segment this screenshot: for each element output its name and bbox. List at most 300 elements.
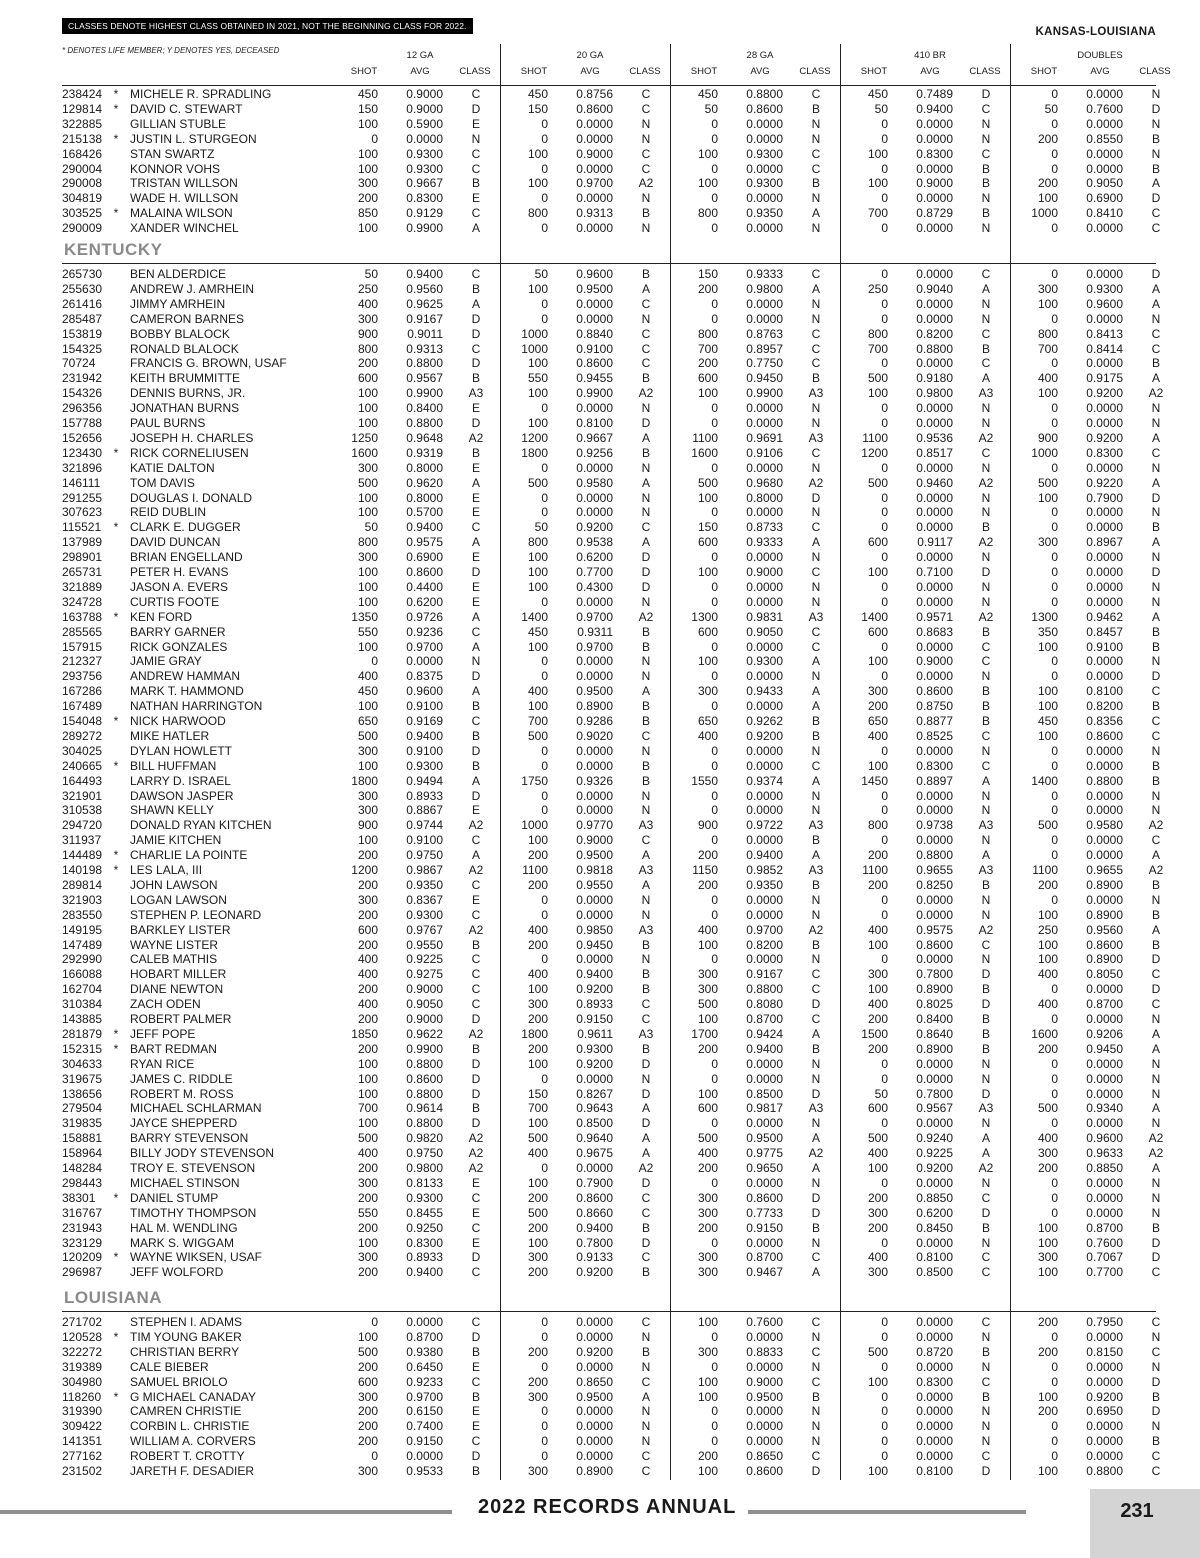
shot-count: 100 (357, 386, 378, 401)
shot-count: 1200 (351, 863, 378, 877)
class-rating: C (471, 997, 481, 1012)
class-rating: C (471, 624, 481, 639)
shot-count: 50 (364, 267, 378, 281)
shot-count: 100 (867, 1464, 888, 1478)
class-rating: A (1151, 848, 1160, 863)
shot-count: 1400 (861, 609, 888, 624)
member-id: 321901 (62, 788, 103, 803)
shot-count: 0 (881, 803, 888, 818)
shot-count: 300 (357, 892, 378, 907)
average: 0.9262 (746, 714, 783, 728)
average: 0.0000 (746, 1056, 783, 1071)
shooter-name: JOHN LAWSON (130, 877, 218, 892)
shot-count: 100 (697, 1374, 718, 1389)
member-id: 137989 (62, 535, 103, 550)
shot-count: 0 (1051, 416, 1058, 430)
class-rating: N (1151, 311, 1161, 326)
average: 0.0000 (916, 952, 953, 967)
shot-count: 300 (697, 1190, 718, 1205)
shot-count: 850 (357, 206, 378, 221)
class-rating: A (1151, 371, 1160, 386)
shot-count: 150 (697, 267, 718, 281)
class-rating: C (981, 267, 991, 281)
shooter-name: CORBIN L. CHRISTIE (130, 1419, 250, 1434)
average: 0.8300 (406, 1235, 443, 1250)
class-rating: D (811, 997, 821, 1012)
shot-count: 200 (527, 848, 548, 863)
class-rating: C (641, 296, 651, 311)
average: 0.0000 (746, 892, 783, 907)
shot-count: 600 (697, 1101, 718, 1116)
class-rating: A2 (468, 1146, 484, 1161)
average: 0.0000 (916, 788, 953, 803)
class-rating: B (641, 1220, 650, 1235)
shooter-name: FRANCIS G. BROWN, USAF (130, 356, 287, 371)
average: 0.0000 (916, 1404, 953, 1419)
average: 0.0000 (406, 654, 443, 669)
shot-count: 0 (1051, 1175, 1058, 1190)
class-rating: C (471, 520, 481, 535)
member-id: 298901 (62, 550, 103, 565)
shooter-name: CHARLIE LA POINTE (130, 848, 248, 863)
shot-count: 450 (1037, 714, 1058, 728)
shot-count: 650 (697, 714, 718, 728)
class-rating: C (1151, 221, 1161, 236)
class-rating: C (471, 1434, 481, 1449)
subheader-avg: AVG (580, 66, 600, 77)
shot-count: 300 (697, 967, 718, 982)
average: 0.8957 (746, 341, 783, 356)
average: 0.8267 (576, 1086, 613, 1101)
shot-count: 0 (711, 505, 718, 520)
table-row (62, 1220, 1160, 1236)
average: 0.0000 (1086, 520, 1123, 535)
average: 0.9500 (746, 1131, 783, 1146)
average: 0.0000 (1086, 1012, 1123, 1026)
class-rating: C (471, 967, 481, 982)
average: 0.0000 (1086, 1419, 1123, 1434)
class-rating: N (1151, 654, 1161, 669)
shot-count: 0 (881, 131, 888, 146)
average: 0.9200 (1086, 1389, 1123, 1404)
member-id: 146111 (62, 475, 101, 490)
average: 0.8300 (916, 758, 953, 773)
class-rating: A3 (978, 1101, 994, 1116)
class-rating: C (1151, 1315, 1161, 1329)
shot-count: 100 (697, 386, 718, 401)
class-rating: C (811, 1374, 821, 1389)
average: 0.9500 (576, 1389, 613, 1404)
average: 0.0000 (576, 952, 613, 967)
average: 0.9533 (406, 1464, 443, 1478)
shooter-name: JEFF WOLFORD (130, 1265, 224, 1280)
shot-count: 100 (697, 176, 718, 191)
class-rating: C (641, 87, 651, 101)
class-rating: B (1151, 907, 1160, 922)
average: 0.0000 (1086, 311, 1123, 326)
class-rating: N (811, 1116, 821, 1131)
shot-count: 0 (711, 116, 718, 131)
average: 0.9536 (916, 430, 953, 445)
shot-count: 400 (1037, 1131, 1058, 1146)
average: 0.0000 (576, 191, 613, 206)
average: 0.9538 (576, 535, 613, 550)
shot-count: 100 (357, 1235, 378, 1250)
shot-count: 300 (527, 1250, 548, 1265)
class-rating: C (471, 1374, 481, 1389)
class-rating: D (641, 1056, 651, 1071)
table-row (62, 1071, 1161, 1087)
average: 0.0000 (916, 1434, 953, 1449)
table-row (62, 386, 1164, 401)
class-rating: N (641, 401, 651, 416)
member-id: 166088 (62, 967, 103, 982)
shot-count: 100 (357, 639, 378, 654)
class-rating: B (811, 728, 820, 743)
average: 0.9567 (916, 1101, 953, 1116)
average: 0.9655 (916, 863, 953, 877)
class-rating: D (471, 1449, 481, 1464)
average: 0.9300 (746, 654, 783, 669)
average: 0.0000 (916, 401, 953, 416)
life-member-mark: * (113, 1389, 119, 1404)
class-rating: A (811, 1265, 820, 1280)
class-rating: A (811, 699, 820, 714)
shooter-name: XANDER WINCHEL (130, 221, 239, 236)
average: 0.8500 (576, 1116, 613, 1131)
average: 0.0000 (576, 131, 613, 146)
class-rating: A (811, 206, 820, 221)
average: 0.8850 (916, 1190, 953, 1205)
average: 0.9494 (406, 773, 443, 788)
average: 0.9667 (406, 176, 443, 191)
average: 0.8800 (746, 982, 783, 997)
table-row (62, 430, 1160, 446)
class-rating: N (641, 907, 651, 922)
average: 0.9200 (576, 1265, 613, 1280)
average: 0.9275 (406, 967, 443, 982)
shot-count: 0 (541, 490, 548, 505)
average: 0.9640 (576, 1131, 613, 1146)
class-rating: B (1151, 1220, 1160, 1235)
class-rating: A3 (638, 863, 654, 877)
class-rating: B (811, 937, 820, 952)
member-id: 324728 (62, 594, 103, 609)
class-rating: C (981, 356, 991, 371)
shot-count: 1700 (691, 1026, 718, 1041)
class-rating: A (811, 1161, 820, 1175)
member-id: 310384 (62, 997, 103, 1012)
shot-count: 0 (1051, 1434, 1058, 1449)
average: 0.6900 (406, 550, 443, 565)
class-rating: B (471, 728, 480, 743)
average: 0.4300 (576, 579, 613, 594)
shot-count: 100 (357, 833, 378, 848)
shot-count: 200 (697, 1161, 718, 1175)
shot-count: 500 (357, 728, 378, 743)
average: 0.9775 (746, 1146, 783, 1161)
average: 0.8800 (916, 341, 953, 356)
member-id: 141351 (62, 1434, 103, 1449)
member-id: 319389 (62, 1359, 103, 1374)
average: 0.8600 (746, 1190, 783, 1205)
shot-count: 0 (881, 460, 888, 475)
class-rating: B (981, 206, 990, 221)
shot-count: 0 (1051, 833, 1058, 848)
class-rating: N (811, 416, 821, 430)
member-id: 311937 (62, 833, 102, 848)
table-row (62, 116, 1161, 132)
shot-count: 200 (357, 356, 378, 371)
class-rating: B (1151, 758, 1160, 773)
member-id: 212327 (62, 654, 103, 669)
shooter-name: DOUGLAS I. DONALD (130, 490, 253, 505)
average: 0.0000 (746, 1404, 783, 1419)
class-rating: A2 (978, 1161, 994, 1175)
shot-count: 0 (881, 267, 888, 281)
shot-count: 200 (697, 1041, 718, 1056)
average: 0.0000 (916, 505, 953, 520)
average: 0.9300 (406, 758, 443, 773)
class-rating: B (1151, 639, 1160, 654)
average: 0.0000 (1086, 87, 1123, 101)
class-rating: B (981, 341, 990, 356)
class-rating: N (1151, 116, 1161, 131)
class-rating: C (811, 1449, 821, 1464)
shot-count: 0 (541, 505, 548, 520)
class-rating: C (1151, 684, 1161, 699)
shot-count: 700 (357, 1101, 378, 1116)
average: 0.9313 (406, 341, 443, 356)
shot-count: 200 (1037, 176, 1058, 191)
average: 0.9550 (406, 937, 443, 952)
class-rating: N (811, 505, 821, 520)
table-row (62, 101, 1161, 117)
shot-count: 300 (697, 982, 718, 997)
class-rating: D (1151, 1250, 1161, 1265)
class-rating: A (641, 1131, 650, 1146)
average: 0.0000 (916, 1056, 953, 1071)
average: 0.8763 (746, 326, 783, 341)
average: 0.0000 (746, 296, 783, 311)
shot-count: 0 (711, 1329, 718, 1344)
class-rating: B (1151, 1389, 1160, 1404)
class-rating: A (471, 475, 480, 490)
shot-count: 50 (704, 101, 718, 116)
shooter-name: SHAWN KELLY (130, 803, 215, 818)
table-row (62, 341, 1161, 357)
average: 0.9820 (406, 1131, 443, 1146)
shot-count: 500 (1037, 475, 1058, 490)
average: 0.0000 (576, 296, 613, 311)
average: 0.9800 (916, 386, 953, 401)
shot-count: 400 (1037, 997, 1058, 1012)
shot-count: 0 (711, 221, 718, 236)
class-rating: C (471, 982, 481, 997)
shot-count: 100 (1037, 1235, 1058, 1250)
member-id: 321903 (62, 892, 103, 907)
legend-note: * DENOTES LIFE MEMBER; Y DENOTES YES, DECEASED (62, 46, 280, 55)
class-rating: A (1151, 535, 1160, 550)
average: 0.8000 (406, 490, 443, 505)
shooter-name: LARRY D. ISRAEL (130, 773, 231, 788)
shot-count: 500 (867, 371, 888, 386)
average: 0.9200 (576, 1056, 613, 1071)
shooter-name: CHRISTIAN BERRY (130, 1344, 240, 1359)
shot-count: 0 (881, 1434, 888, 1449)
shot-count: 0 (881, 788, 888, 803)
shot-count: 0 (541, 131, 548, 146)
class-rating: N (641, 952, 651, 967)
average: 0.9600 (1086, 296, 1123, 311)
average: 0.8133 (406, 1175, 443, 1190)
class-rating: N (1151, 1205, 1161, 1220)
average: 0.8300 (916, 146, 953, 161)
member-id: 152656 (62, 430, 103, 445)
average: 0.0000 (746, 579, 783, 594)
shot-count: 400 (357, 669, 378, 684)
table-row (62, 1359, 1161, 1375)
class-rating: D (981, 1086, 991, 1101)
average: 0.8800 (406, 416, 443, 430)
average: 0.9400 (576, 1220, 613, 1235)
class-rating: B (641, 699, 650, 714)
class-rating: N (641, 1419, 651, 1434)
shot-count: 300 (357, 1175, 378, 1190)
shot-count: 0 (881, 579, 888, 594)
table-row (62, 1205, 1161, 1221)
shot-count: 0 (1051, 1374, 1058, 1389)
class-rating: E (471, 191, 480, 206)
average: 0.7750 (746, 356, 783, 371)
class-rating: C (641, 101, 651, 116)
subheader-shot: SHOT (1030, 66, 1058, 77)
shot-count: 300 (357, 176, 378, 191)
shot-count: 300 (527, 997, 548, 1012)
shot-count: 600 (867, 1101, 888, 1116)
member-id: 292990 (62, 952, 103, 967)
shot-count: 0 (881, 833, 888, 848)
table-row (62, 191, 1161, 206)
shot-count: 450 (357, 684, 378, 699)
shot-count: 0 (711, 1071, 718, 1086)
shot-count: 700 (527, 1101, 548, 1116)
class-rating: C (811, 1315, 821, 1329)
shot-count: 100 (527, 1175, 548, 1190)
shooter-name: KATIE DALTON (130, 460, 215, 475)
group-header: 410 BR (914, 50, 946, 61)
table-row (62, 997, 1161, 1012)
life-member-mark: * (113, 1329, 119, 1344)
shot-count: 1100 (522, 863, 548, 877)
class-rating: B (811, 371, 820, 386)
average: 0.9700 (406, 1389, 443, 1404)
shot-count: 1400 (521, 609, 548, 624)
shot-count: 800 (697, 326, 718, 341)
class-rating: N (641, 1071, 651, 1086)
shot-count: 0 (541, 907, 548, 922)
region-title: KANSAS-LOUISIANA (1035, 26, 1156, 38)
table-row (62, 1056, 1161, 1072)
average: 0.8800 (1086, 773, 1123, 788)
shot-count: 0 (711, 833, 718, 848)
class-rating: D (471, 101, 481, 116)
shooter-name: REID DUBLIN (130, 505, 207, 520)
shot-count: 200 (357, 982, 378, 997)
shot-count: 200 (697, 1449, 718, 1464)
shooter-name: WADE H. WILLSON (130, 191, 239, 206)
class-rating: N (1151, 579, 1161, 594)
average: 0.0000 (746, 191, 783, 206)
class-rating: A2 (808, 475, 824, 490)
class-rating: D (811, 1205, 821, 1220)
class-rating: N (1151, 594, 1161, 609)
shot-count: 300 (357, 1250, 378, 1265)
average: 0.0000 (1086, 833, 1123, 848)
shot-count: 400 (527, 1146, 548, 1161)
class-rating: N (1151, 1012, 1161, 1026)
class-rating: A2 (638, 176, 654, 191)
shot-count: 0 (881, 550, 888, 565)
average: 0.8000 (406, 460, 443, 475)
shot-count: 200 (1037, 1315, 1058, 1329)
shot-count: 550 (527, 371, 548, 386)
life-member-mark: * (113, 101, 119, 116)
shot-count: 0 (711, 669, 718, 684)
class-rating: A3 (808, 818, 824, 833)
shot-count: 150 (527, 1086, 548, 1101)
class-rating: A (641, 684, 650, 699)
average: 0.0000 (746, 1434, 783, 1449)
average: 0.9500 (576, 848, 613, 863)
class-rating: D (641, 550, 651, 565)
average: 0.9200 (576, 520, 613, 535)
shot-count: 0 (541, 892, 548, 907)
shot-count: 500 (1037, 1101, 1058, 1116)
class-rating: B (1151, 161, 1160, 176)
member-id: 323129 (62, 1235, 103, 1250)
shot-count: 100 (1037, 728, 1058, 743)
shot-count: 200 (1037, 131, 1058, 146)
average: 0.9655 (1086, 863, 1123, 877)
average: 0.9200 (1086, 386, 1123, 401)
average: 0.8900 (1086, 877, 1123, 892)
class-rating: A (471, 639, 480, 654)
class-rating: D (471, 326, 481, 341)
average: 0.9433 (746, 684, 783, 699)
shot-count: 450 (527, 624, 548, 639)
class-rating: A2 (468, 922, 484, 937)
shot-count: 100 (697, 654, 718, 669)
class-rating: A2 (468, 1131, 484, 1146)
class-rating: C (641, 997, 651, 1012)
average: 0.0000 (916, 161, 953, 176)
class-rating: N (1151, 1071, 1161, 1086)
shooter-name: ANDREW J. AMRHEIN (130, 281, 255, 296)
table-row (62, 1161, 1160, 1176)
class-rating: N (981, 1329, 991, 1344)
shot-count: 800 (1037, 326, 1058, 341)
average: 0.7900 (1086, 490, 1123, 505)
shot-count: 1550 (691, 773, 718, 788)
class-rating: N (641, 892, 651, 907)
shot-count: 300 (1037, 535, 1058, 550)
class-rating: C (981, 1315, 991, 1329)
class-rating: B (641, 1041, 650, 1056)
shot-count: 200 (527, 937, 548, 952)
shot-count: 100 (527, 176, 548, 191)
average: 0.0000 (916, 892, 953, 907)
